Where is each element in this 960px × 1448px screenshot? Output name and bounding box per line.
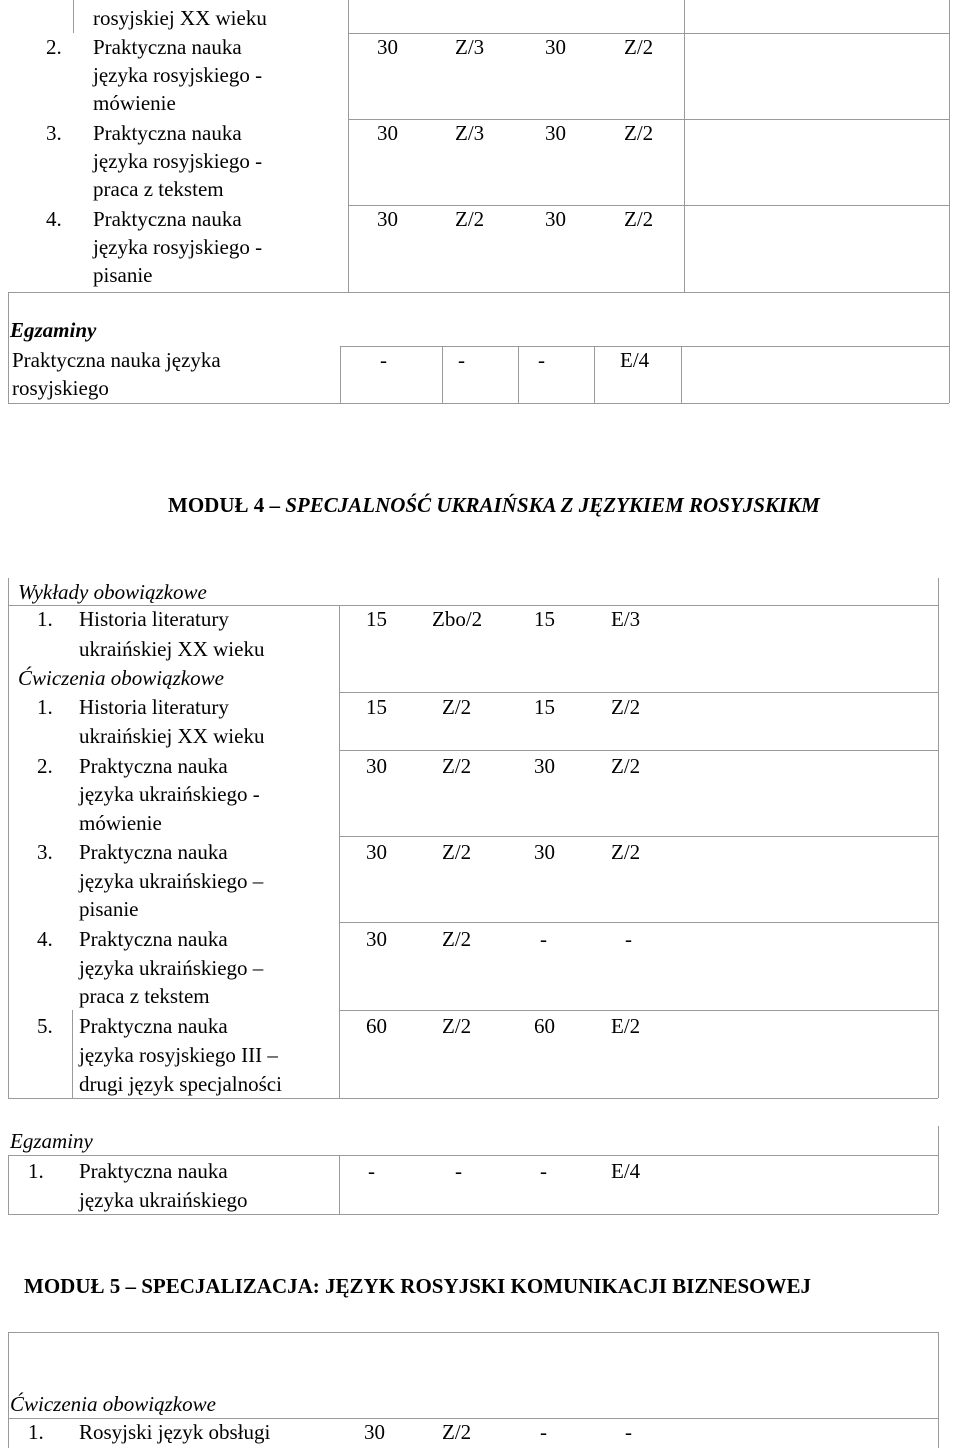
hours-cell: 30: [545, 207, 566, 231]
exams-heading: Egzaminy: [10, 1129, 93, 1153]
hours-cell: 30: [534, 754, 555, 778]
course-name: Praktyczna nauka: [93, 35, 242, 59]
course-name: ukraińskiej XX wieku: [79, 637, 265, 661]
credit-cell: Z/2: [611, 754, 641, 778]
credit-cell: Z/3: [455, 121, 485, 145]
hours-cell: 30: [545, 121, 566, 145]
credit-cell: Z/2: [611, 840, 641, 864]
list-number: 2.: [46, 35, 62, 59]
course-name: języka rosyjskiego III –: [79, 1043, 278, 1067]
course-name: mówienie: [93, 91, 176, 115]
course-name: Historia literatury: [79, 695, 229, 719]
course-name: praca z tekstem: [79, 984, 210, 1008]
credit-cell: Z/2: [442, 695, 472, 719]
credit-cell: E/3: [611, 607, 641, 631]
hours-cell: 30: [366, 927, 387, 951]
course-name: Praktyczna nauka: [79, 754, 228, 778]
course-name: Praktyczna nauka: [93, 207, 242, 231]
list-number: 4.: [46, 207, 62, 231]
exam-course-name: Praktyczna nauka języka: [12, 348, 221, 372]
exam-cell: -: [455, 1159, 462, 1183]
credit-cell: Z/2: [611, 695, 641, 719]
hours-cell: 30: [364, 1420, 385, 1444]
course-name: pisanie: [93, 263, 153, 287]
hours-cell: 30: [545, 35, 566, 59]
exercises-heading: Ćwiczenia obowiązkowe: [10, 1392, 216, 1416]
exam-course-name: Praktyczna nauka: [79, 1159, 228, 1183]
module4-heading: [168, 491, 820, 519]
credit-cell: -: [625, 1420, 632, 1444]
credit-cell: Z/2: [624, 207, 654, 231]
hours-cell: 15: [534, 695, 555, 719]
hours-cell: 30: [366, 840, 387, 864]
hours-cell: 30: [366, 754, 387, 778]
course-name: Praktyczna nauka: [93, 121, 242, 145]
list-number: 2.: [37, 754, 53, 778]
course-name: języka rosyjskiego -: [93, 235, 263, 259]
list-number: 3.: [46, 121, 62, 145]
list-number: 1.: [28, 1420, 44, 1444]
credit-cell: Z/2: [442, 840, 472, 864]
course-name-tail: rosyjskiej XX wieku: [93, 6, 267, 30]
course-name: języka rosyjskiego -: [93, 63, 263, 87]
exam-cell: -: [540, 1159, 547, 1183]
course-name: Praktyczna nauka: [79, 1014, 228, 1038]
credit-cell: E/2: [611, 1014, 641, 1038]
hours-cell: 30: [377, 207, 398, 231]
list-number: 1.: [37, 695, 53, 719]
credit-cell: Z/3: [455, 35, 485, 59]
credit-cell: Z/2: [442, 754, 472, 778]
hours-cell: 15: [534, 607, 555, 631]
module5-title: MODUŁ 5 – SPECJALIZACJA: JĘZYK ROSYJSKI KOMUNIKACJI BIZNESOWEJ: [24, 1274, 812, 1298]
module4-dash: –: [269, 493, 280, 517]
hours-cell: 30: [534, 840, 555, 864]
lectures-heading: Wykłady obowiązkowe: [18, 580, 207, 604]
hours-cell: 60: [366, 1014, 387, 1038]
hours-cell: 30: [377, 35, 398, 59]
course-name: drugi język specjalności: [79, 1072, 282, 1096]
list-number: 5.: [37, 1014, 53, 1038]
credit-cell: -: [625, 927, 632, 951]
course-name: języka ukraińskiego –: [79, 869, 264, 893]
exams-heading: Egzaminy: [10, 318, 97, 342]
course-name: ukraińskiej XX wieku: [79, 724, 265, 748]
exam-cell: -: [380, 348, 387, 372]
exam-cell: E/4: [611, 1159, 641, 1183]
course-name: języka ukraińskiego –: [79, 956, 264, 980]
exam-course-name: rosyjskiego: [12, 376, 109, 400]
list-number: 1.: [28, 1159, 44, 1183]
credit-cell: Z/2: [442, 1420, 472, 1444]
hours-cell: -: [540, 927, 547, 951]
list-number: 3.: [37, 840, 53, 864]
module4-title: SPECJALNOŚĆ UKRAIŃSKA Z JĘZYKIEM ROSYJSKIKM: [285, 493, 820, 517]
credit-cell: Z/2: [624, 121, 654, 145]
course-name: Praktyczna nauka: [79, 927, 228, 951]
hours-cell: -: [540, 1420, 547, 1444]
course-name: Rosyjski język obsługi: [79, 1420, 271, 1444]
credit-cell: Z/2: [455, 207, 485, 231]
course-name: pisanie: [79, 897, 139, 921]
hours-cell: 30: [377, 121, 398, 145]
hours-cell: 15: [366, 607, 387, 631]
exam-cell: -: [368, 1159, 375, 1183]
course-name: języka ukraińskiego -: [79, 782, 260, 806]
module4-label: MODUŁ 4: [168, 493, 265, 517]
credit-cell: Z/2: [442, 927, 472, 951]
list-number: 1.: [37, 607, 53, 631]
course-name: języka rosyjskiego -: [93, 149, 263, 173]
exam-course-name: języka ukraińskiego: [79, 1188, 248, 1212]
exercises-heading: Ćwiczenia obowiązkowe: [18, 666, 224, 690]
exam-cell: -: [458, 348, 465, 372]
course-name: praca z tekstem: [93, 177, 224, 201]
hours-cell: 15: [366, 695, 387, 719]
course-name: mówienie: [79, 811, 162, 835]
exam-cell: -: [538, 348, 545, 372]
hours-cell: 60: [534, 1014, 555, 1038]
credit-cell: Z/2: [624, 35, 654, 59]
credit-cell: Z/2: [442, 1014, 472, 1038]
course-name: Praktyczna nauka: [79, 840, 228, 864]
list-number: 4.: [37, 927, 53, 951]
credit-cell: Zbo/2: [432, 607, 483, 631]
course-name: Historia literatury: [79, 607, 229, 631]
exam-cell: E/4: [620, 348, 650, 372]
